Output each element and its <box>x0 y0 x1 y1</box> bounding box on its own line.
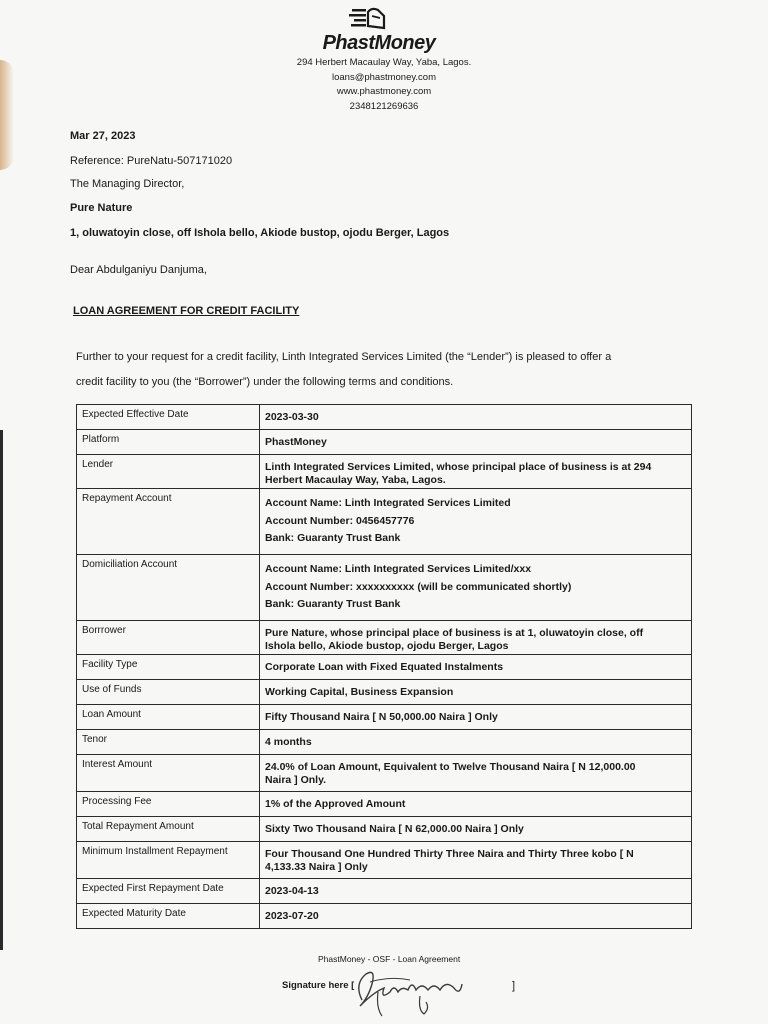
letter-title: LOAN AGREEMENT FOR CREDIT FACILITY <box>73 305 300 317</box>
terms-row <box>77 842 692 879</box>
term-value-line: Four Thousand One Hundred Thirty Three Naira and Thirty Three kobo [ N <box>265 848 634 860</box>
page-edge-dark <box>0 430 3 950</box>
term-value <box>260 489 692 555</box>
term-value-line: 2023-04-13 <box>265 885 319 897</box>
company-website: www.phastmoney.com <box>336 86 432 97</box>
term-value-line: Fifty Thousand Naira [ N 50,000.00 Naira ] Only <box>265 711 498 723</box>
terms-row <box>77 430 692 455</box>
terms-row <box>77 655 692 680</box>
money-stack-icon <box>348 6 388 34</box>
term-value <box>260 705 692 730</box>
term-value <box>260 621 692 655</box>
term-label: Borrrower <box>77 621 260 655</box>
term-label: Expected First Repayment Date <box>77 879 260 904</box>
term-value <box>260 755 692 792</box>
term-value-line: Account Name: Linth Integrated Services Limited <box>265 497 511 509</box>
handwritten-signature <box>350 962 480 1022</box>
terms-row <box>77 817 692 842</box>
terms-row <box>77 621 692 655</box>
terms-row <box>77 680 692 705</box>
terms-row <box>77 705 692 730</box>
company-address: 294 Herbert Macaulay Way, Yaba, Lagos. <box>296 57 472 68</box>
term-value-line: Bank: Guaranty Trust Bank <box>265 598 401 610</box>
footer-doc-name: PhastMoney - OSF - Loan Agreement <box>318 954 461 964</box>
term-label: Repayment Account <box>77 489 260 555</box>
term-label: Interest Amount <box>77 755 260 792</box>
terms-row <box>77 555 692 621</box>
terms-row <box>77 904 692 929</box>
term-value-line: Naira ] Only. <box>265 773 327 786</box>
term-value <box>260 430 692 455</box>
term-label: Loan Amount <box>77 705 260 730</box>
term-value <box>260 555 692 621</box>
letter-date: Mar 27, 2023 <box>70 130 136 142</box>
term-value-line: Account Name: Linth Integrated Services Limited/xxx <box>265 563 532 575</box>
term-value <box>260 842 692 879</box>
terms-row <box>77 879 692 904</box>
recipient-address: 1, oluwatoyin close, off Ishola bello, Akiode bustop, ojodu Berger, Lagos <box>70 227 450 239</box>
salutation: Dear Abdulganiyu Danjuma, <box>70 264 207 276</box>
term-value <box>260 730 692 755</box>
company-logo <box>314 6 454 54</box>
term-label: Expected Maturity Date <box>77 904 260 929</box>
brand-name: PhastMoney <box>322 32 436 54</box>
term-label: Facility Type <box>77 655 260 680</box>
term-value-line: Pure Nature, whose principal place of business is at 1, oluwatoyin close, off <box>265 627 644 639</box>
company-contact <box>260 56 508 114</box>
term-value-line: Ishola bello, Akiode bustop, ojodu Berger, Lagos <box>265 639 509 652</box>
signature-close: ] <box>512 980 516 992</box>
term-label: Domiciliation Account <box>77 555 260 621</box>
term-label: Lender <box>77 455 260 489</box>
term-label: Platform <box>77 430 260 455</box>
term-value-line: 24.0% of Loan Amount, Equivalent to Twelve Thousand Naira [ N 12,000.00 <box>265 761 636 773</box>
term-value <box>260 405 692 430</box>
term-label: Minimum Installment Repayment <box>77 842 260 879</box>
intro-line-2: credit facility to you (the “Borrower”) under the following terms and conditions. <box>76 376 454 388</box>
term-value-line: 4 months <box>265 736 312 748</box>
term-value-line: 4,133.33 Naira ] Only <box>265 860 368 873</box>
term-label: Expected Effective Date <box>77 405 260 430</box>
letter-reference: Reference: PureNatu-507171020 <box>70 155 233 167</box>
terms-row <box>77 755 692 792</box>
term-value-line: 2023-03-30 <box>265 411 319 423</box>
term-value-line: 1% of the Approved Amount <box>265 798 406 810</box>
terms-row <box>77 455 692 489</box>
term-value-line: Herbert Macaulay Way, Yaba, Lagos. <box>265 473 446 486</box>
term-value <box>260 455 692 489</box>
terms-row <box>77 792 692 817</box>
terms-row <box>77 489 692 555</box>
term-value-line: Linth Integrated Services Limited, whose principal place of business is at 294 <box>265 461 652 473</box>
term-value-line: PhastMoney <box>265 436 327 448</box>
signature-label: Signature here [ <box>282 980 355 991</box>
intro-line-1: Further to your request for a credit facility, Linth Integrated Services Limited (the “Lender”) is pleased to offer a <box>76 351 612 363</box>
page-edge-shadow <box>0 60 14 170</box>
term-value-line: 2023-07-20 <box>265 910 319 922</box>
term-label: Total Repayment Amount <box>77 817 260 842</box>
term-label: Processing Fee <box>77 792 260 817</box>
term-value-line: Corporate Loan with Fixed Equated Instalments <box>265 661 504 673</box>
company-phone: 2348121269636 <box>349 100 419 112</box>
company-email: loans@phastmoney.com <box>332 71 436 83</box>
term-label: Tenor <box>77 730 260 755</box>
term-value <box>260 904 692 929</box>
term-value <box>260 680 692 705</box>
term-value <box>260 817 692 842</box>
term-value-line: Sixty Two Thousand Naira [ N 62,000.00 Naira ] Only <box>265 823 524 835</box>
term-value-line: Account Number: xxxxxxxxxx (will be communicated shortly) <box>265 580 572 593</box>
term-label: Use of Funds <box>77 680 260 705</box>
term-value <box>260 879 692 904</box>
terms-row <box>77 730 692 755</box>
recipient-company: Pure Nature <box>70 202 133 214</box>
recipient-title: The Managing Director, <box>70 178 185 190</box>
terms-table <box>76 404 692 929</box>
term-value <box>260 792 692 817</box>
terms-row <box>77 405 692 430</box>
term-value-line: Bank: Guaranty Trust Bank <box>265 532 401 544</box>
term-value <box>260 655 692 680</box>
term-value-line: Working Capital, Business Expansion <box>265 686 454 698</box>
term-value-line: Account Number: 0456457776 <box>265 514 415 527</box>
